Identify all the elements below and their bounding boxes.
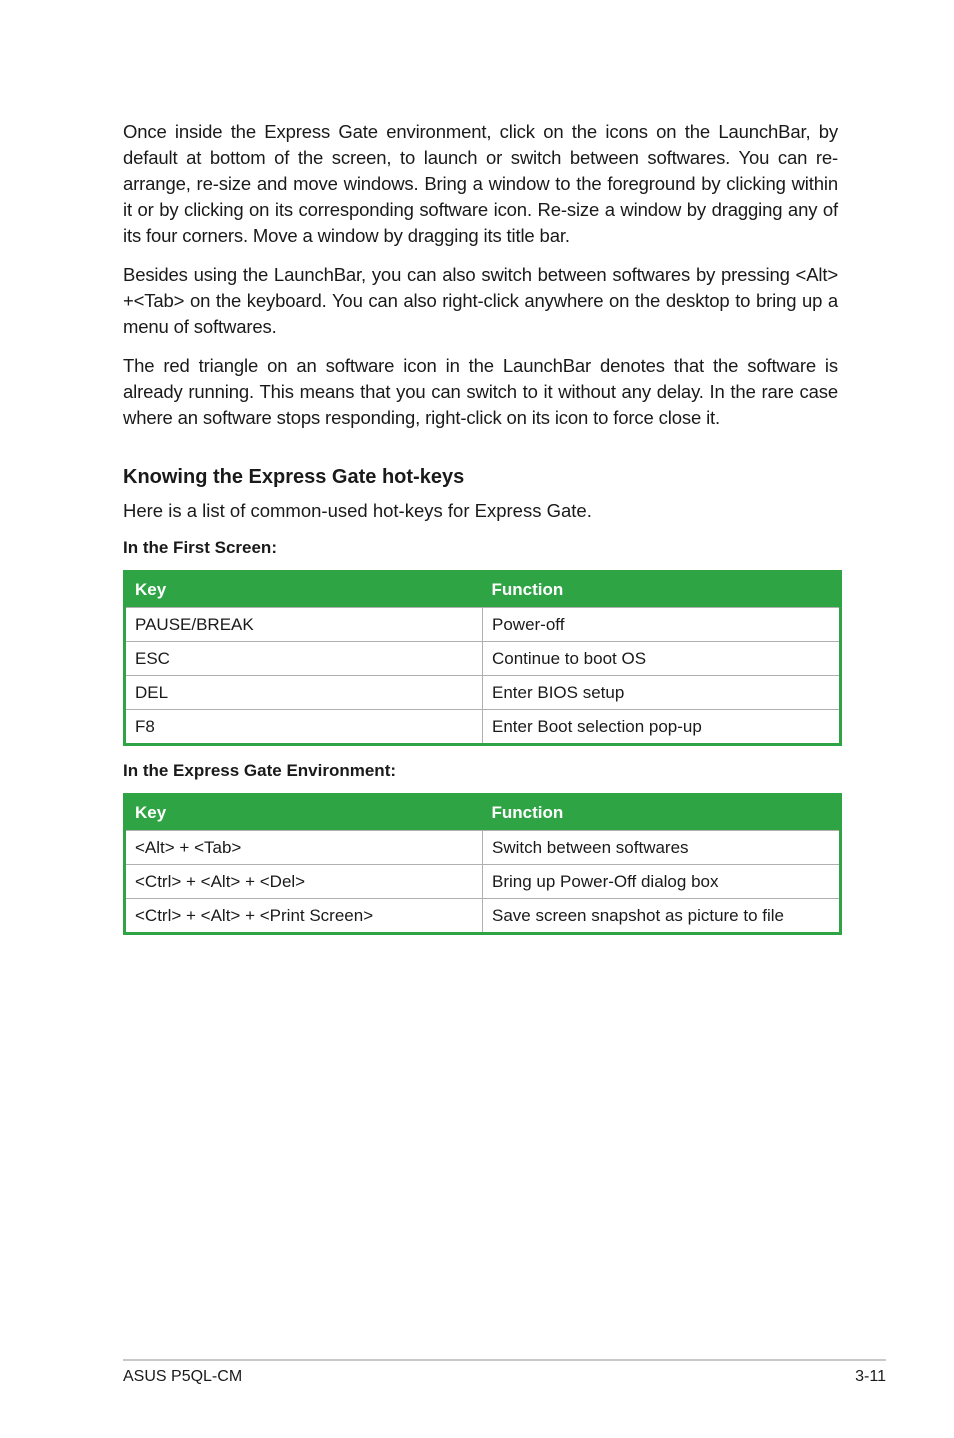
function-cell: Enter Boot selection pop-up (483, 710, 841, 745)
key-cell: <Ctrl> + <Alt> + <Print Screen> (125, 899, 483, 934)
key-cell: DEL (125, 676, 483, 710)
section-intro: Here is a list of common-used hot-keys for Express Gate. (123, 500, 592, 521)
first-screen-heading: In the First Screen: (123, 538, 277, 557)
table-row (125, 608, 841, 642)
paragraph-launchbar: Once inside the Express Gate environment, click on the icons on the LaunchBar, by default at bottom of the screen, to launch or switch between softwares. You can re-arrange, re-size and move windows. Bring a window to the foreground by clicking within it or by clicking on its corresponding software icon. Re-size a window by dragging any of its four corners. Move a window by dragging its title bar. (123, 121, 838, 246)
function-cell: Continue to boot OS (483, 642, 841, 676)
key-cell: ESC (125, 642, 483, 676)
function-cell: Bring up Power-Off dialog box (483, 865, 841, 899)
key-cell: PAUSE/BREAK (125, 608, 483, 642)
footer-page-number: 3-11 (855, 1368, 886, 1385)
table-row (125, 710, 841, 745)
function-cell: Switch between softwares (483, 831, 841, 865)
table-row (125, 642, 841, 676)
key-cell: <Ctrl> + <Alt> + <Del> (125, 865, 483, 899)
paragraph-red-triangle: The red triangle on an software icon in the LaunchBar denotes that the software is already running. This means that you can switch to it without any delay. In the rare case where an software stops responding, right-click on its icon to force close it. (123, 355, 838, 428)
function-cell: Power-off (483, 608, 841, 642)
paragraph-switching: Besides using the LaunchBar, you can also switch between softwares by pressing <Alt> +<Tab> on the keyboard. You can also right-click anywhere on the desktop to bring up a menu of softwares. (123, 264, 838, 337)
key-cell: F8 (125, 710, 483, 745)
column-header-function: Function (483, 795, 841, 831)
page-content (123, 119, 838, 948)
function-cell: Save screen snapshot as picture to file (483, 899, 841, 934)
express-gate-env-heading: In the Express Gate Environment: (123, 761, 397, 780)
table-row (125, 899, 841, 934)
function-cell: Enter BIOS setup (483, 676, 841, 710)
table-header-row (125, 572, 841, 608)
footer-divider (123, 1359, 886, 1361)
table-row (125, 831, 841, 865)
column-header-key: Key (125, 572, 483, 608)
column-header-function: Function (483, 572, 841, 608)
table-row (125, 865, 841, 899)
column-header-key: Key (125, 795, 483, 831)
express-gate-env-table (123, 793, 842, 935)
table-row (125, 676, 841, 710)
footer-product-name: ASUS P5QL-CM (123, 1368, 243, 1385)
section-title: Knowing the Express Gate hot-keys (123, 466, 465, 488)
key-cell: <Alt> + <Tab> (125, 831, 483, 865)
table-header-row (125, 795, 841, 831)
first-screen-table (123, 570, 842, 746)
